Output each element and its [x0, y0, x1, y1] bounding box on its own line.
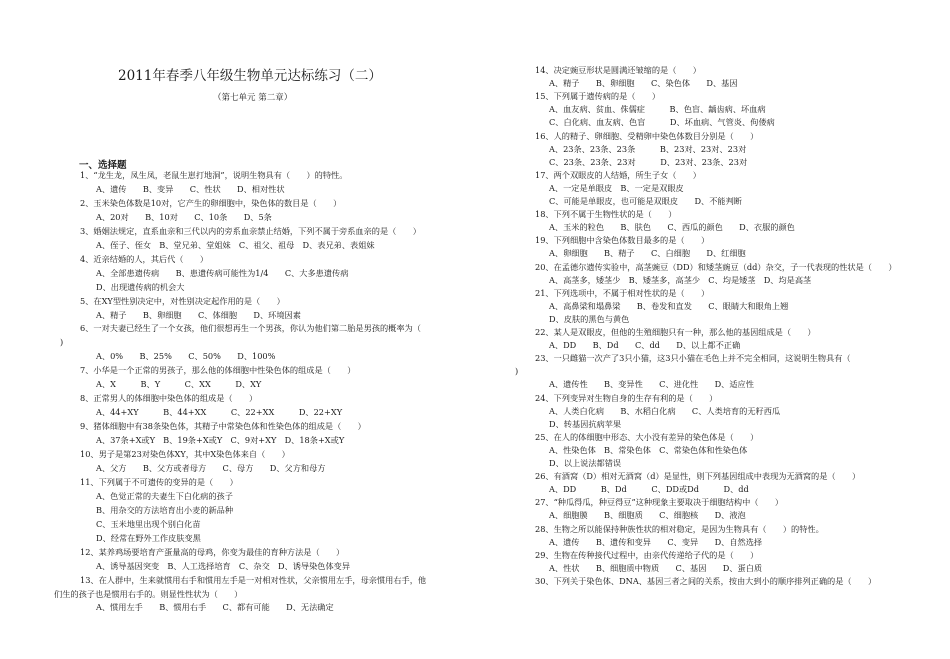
question-stem: 26、有酒窝（D）相对无酒窝（d）是显性，则下列基因组成中表现为无酒窝的是（ ） [535, 471, 861, 482]
section-heading: 一、选择题 [79, 160, 127, 171]
answer-options: A、精子 B、卵细胞 C、体细胞 D、环境因素 [96, 309, 301, 320]
question-stem: 16、人的精子、卵细胞、受精卵中染色体数目分别是（ ） [535, 130, 759, 141]
question-stem: 22、某人是双眼皮，但他的生殖细胞只有一种，那么他的基因组成是（ ） [535, 327, 816, 337]
question-stem: 15、下列属于遗传病的是（ ） [535, 91, 661, 102]
answer-options: A、细胞膜 B、细胞质 C、细胞核 D、液泡 [549, 510, 746, 521]
answer-options: A、卵细胞 B、精子 C、白细胞 D、红细胞 [549, 248, 746, 259]
answer-options: A、侄子、侄女 B、堂兄弟、堂姐妹 C、祖父、祖母 D、表兄弟、表姐妹 [96, 239, 375, 250]
page-title: 2011年春季八年级生物单元达标练习（二） [118, 68, 382, 84]
question-stem: 20、在孟德尔遗传实验中，高茎豌豆（DD）和矮茎豌豆（dd）杂交，子一代表现的性状是（ ） [535, 261, 897, 272]
answer-options: A、诱导基因突变 B、人工选择培育 C、杂交 D、诱导染色体变异 [96, 560, 351, 571]
answer-options: A、色觉正常的夫妻生下白化病的孩子 [96, 490, 233, 501]
answer-options: A、遗传 B、变异 C、性状 D、相对性状 [96, 183, 285, 194]
answer-options: A、惯用左手 B、惯用右手 C、都有可能 D、无法确定 [96, 602, 334, 613]
question-stem: 27、“种瓜得瓜，种豆得豆”这种现象主要取决于细胞结构中（ ） [535, 497, 784, 508]
question-stem: 10、男子是第23对染色体XY，其中X染色体来自（ ） [80, 449, 290, 459]
question-stem: 5、在XY型性别决定中，对性别决定起作用的是（ ） [80, 295, 285, 306]
question-stem: 14、决定豌豆形状是圆满还皱缩的是（ ） [535, 65, 701, 75]
answer-options: A、23条、23条、23条 B、23对、23对、23对 [549, 143, 747, 154]
answer-options: C、玉米地里出现个别白化苗 [96, 518, 201, 529]
page-subtitle: （第七单元 第二章） [213, 93, 293, 103]
answer-options: A、DD B、Dd C、DD或Dd D、dd [549, 484, 749, 495]
question-stem: 30、下列关于染色体、DNA、基因三者之间的关系，按由大到小的顺序排列正确的是（ ） [535, 575, 877, 586]
answer-options: A、DD B、Dd C、dd D、以上都不正确 [549, 340, 741, 351]
answer-options: A、性状 B、细胞质中物质 C、基因 D、蛋白质 [549, 562, 763, 573]
answer-options: A、遗传 B、遗传和变异 C、变异 D、自然选择 [549, 536, 763, 547]
answer-options: A、高茎多，矮茎少 B、矮茎多，高茎少 C、均是矮茎 D、均是高茎 [549, 274, 812, 285]
answer-options: A、一定是单眼皮 B、一定是双眼皮 [549, 182, 684, 193]
question-stem: 18、下列不属于生物性状的是（ ） [535, 209, 677, 220]
question-stem: 23、一只雌猫一次产了3只小猫，这3只小猫在毛色上并不完全相同，这说明生物具有（ [535, 353, 851, 364]
answer-options: A、37条+X或Y B、19条+X或Y C、9对+XY D、18条+X或Y [96, 435, 345, 446]
answer-options: A、高鼻梁和塌鼻梁 B、卷发和直发 C、眼睛大和眼角上翘 [549, 300, 789, 311]
question-stem: 11、下列属于不可遗传的变异的是（ ） [80, 476, 238, 487]
answer-options: A、20对 B、10对 C、10条 D、5条 [96, 211, 272, 222]
question-stem: 8、正常男人的体细胞中染色体的组成是（ ） [80, 393, 258, 404]
question-stem: 19、下列细胞中含染色体数目最多的是（ ） [535, 235, 710, 246]
answer-options: A、性染色体 B、常染色体 C、常染色体和性染色体 [549, 444, 748, 455]
answer-options: A、玉米的粒色 B、肤色 C、西瓜的颜色 D、衣服的颜色 [549, 222, 795, 233]
answer-options: D、经常在野外工作皮肤变黑 [96, 532, 201, 543]
answer-options: A、遗传性 B、变异性 C、进化性 D、适应性 [549, 379, 754, 390]
answer-options: C、白化病、血友病、色盲 D、坏血病、气管炎、佝偻病 [549, 117, 775, 128]
answer-options: D、转基因抗病苹果 [549, 418, 622, 429]
answer-options: A、44+XY B、44+XX C、22+XX D、22+XY [96, 407, 343, 418]
question-stem: 17、两个双眼皮的人结婚，所生子女（ ） [535, 169, 701, 180]
question-stem: 25、在人的体细胞中形态、大小没有差异的染色体是（ ） [535, 431, 759, 442]
answer-options: A、精子 B、卵细胞 C、染色体 D、基因 [549, 78, 738, 89]
question-stem: 1、“龙生龙，凤生凤，老鼠生崽打地洞”，说明生物具有（ ）的特性。 [80, 170, 348, 180]
answer-options: D、以上说法都错误 [549, 458, 622, 468]
answer-options: A、父方 B、父方或者母方 C、母方 D、父方和母方 [96, 462, 326, 473]
answer-options: A、全部患遗传病 B、患遗传病可能性为1/4 C、大多患遗传病 [96, 267, 349, 278]
question-stem: 4、近亲结婚的人，其后代（ ） [80, 253, 209, 264]
answer-options: D、出现遗传病的机会大 [96, 281, 185, 292]
question-stem: 6、一对夫妻已经生了一个女孩，他们很想再生一个男孩，你认为他们第二胎是男孩的概率为（ [80, 323, 421, 334]
answer-options: A、0% B、25% C、50% D、100% [96, 351, 276, 362]
question-stem: 3、婚姻法规定，直系血亲和三代以内的旁系血亲禁止结婚，下列不属于旁系血亲的是（ ） [80, 225, 421, 236]
question-stem: 2、玉米染色体数是10对，它产生的卵细胞中，染色体的数目是（ ） [80, 197, 342, 208]
answer-options: A、人类白化病 B、水稻白化病 C、人类培育的无籽西瓜 [549, 405, 781, 416]
answer-options: B、用杂交的方法培育出小麦的新品种 [96, 504, 234, 515]
answer-options: A、血友病、贫血、侏儒症 B、色盲、龋齿病、坏血病 [549, 104, 766, 115]
answer-options: C、23条、23条、23对 D、23对、23条、23对 [549, 156, 748, 167]
question-paren: ) [60, 337, 64, 348]
question-stem: 24、下列变异对生物自身的生存有利的是（ ） [535, 392, 718, 403]
question-stem: 12、某养鸡场要培育产蛋量高的母鸡，你变为最佳的育种方法是（ ） [80, 546, 345, 557]
question-stem: 13、在人群中，生来就惯用右手和惯用左手是一对相对性状，父亲惯用左手，母亲惯用右手，他 [80, 574, 427, 585]
question-stem: 9、猪体细胞中有38条染色体，其精子中常染色体和性染色体的组成是（ ） [80, 421, 366, 432]
question-stem: 28、生物之所以能保持种族性状的相对稳定，是因为生物具有（ ）的特性。 [535, 523, 824, 534]
question-stem: 7、小华是一个正常的男孩子，那么他的体细胞中性染色体的组成是（ ） [80, 365, 356, 376]
answer-options: 们生的孩子也是惯用右手的。则显性性状为（ ） [54, 588, 243, 599]
question-stem: 29、生物在传种接代过程中，由亲代传递给子代的是（ ） [535, 549, 759, 560]
question-paren: ) [515, 366, 519, 377]
answer-options: D、皮肤的黑色与黄色 [549, 313, 630, 324]
answer-options: A、X B、Y C、XX D、XY [96, 379, 262, 390]
question-stem: 21、下列选项中，不属于相对性状的是（ ） [535, 287, 710, 298]
answer-options: C、可能是单眼皮，也可能是双眼皮 D、不能判断 [549, 196, 742, 206]
